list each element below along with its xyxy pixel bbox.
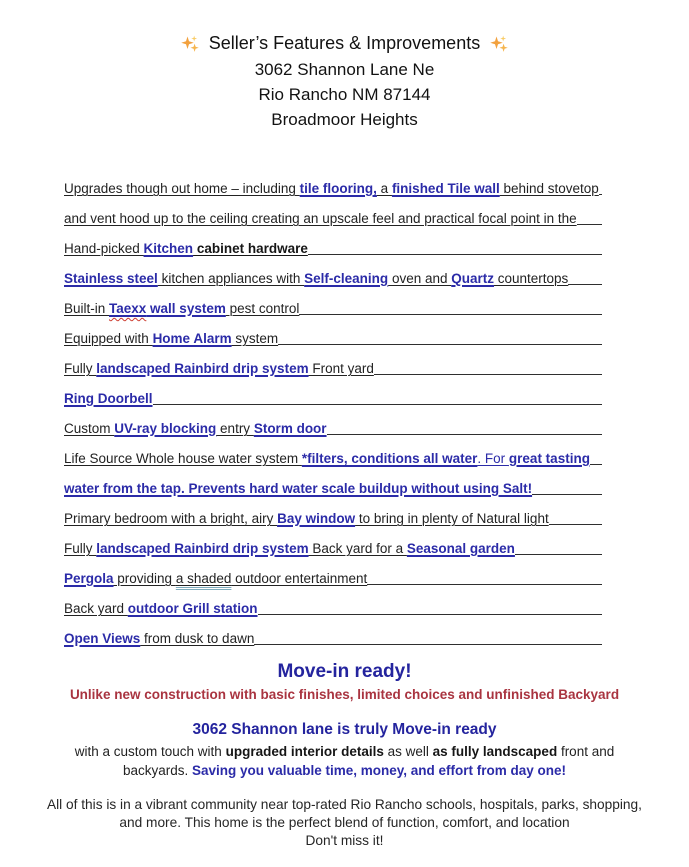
text-segment: behind stovetop [499, 181, 599, 196]
text-segment: Stainless steel [64, 271, 158, 286]
text-segment: outdoor Grill station [127, 601, 258, 616]
text-segment: front and [557, 744, 615, 759]
closing-line: Don't miss it! [305, 833, 384, 848]
underline-fill [532, 494, 602, 495]
underline-fill [374, 374, 602, 375]
feature-text [64, 630, 254, 648]
sparkles-icon [180, 34, 200, 54]
underline-fill [577, 224, 602, 225]
text-segment: countertops [494, 271, 569, 286]
closing-line: and more. This home is the perfect blend of function, comfort, and location [119, 815, 570, 830]
closing-paragraph [0, 796, 689, 850]
address-line-subdivision: Broadmoor Heights [271, 110, 418, 129]
underline-fill [254, 644, 602, 645]
feature-text [64, 510, 549, 528]
feature-text [64, 270, 568, 288]
grammar-phrase: a shaded [175, 571, 232, 586]
text-segment: finished Tile wall [391, 181, 500, 196]
feature-text [64, 450, 590, 468]
text-segment: water from the tap. Prevents hard water scale buildup without using Salt! [64, 481, 533, 496]
text-segment: Equipped with [64, 331, 153, 346]
unlike-new-construction-line: Unlike new construction with basic finishes, limited choices and unfinished Backyard [69, 687, 620, 702]
text-segment: Open Views [64, 631, 141, 646]
text-segment: Front yard [308, 361, 374, 376]
text-segment: from dusk to dawn [140, 631, 255, 646]
underline-fill [299, 314, 602, 315]
text-segment: Life Source Whole house water system [64, 451, 302, 466]
feature-line [64, 168, 602, 198]
underline-fill [278, 344, 602, 345]
address-line-street: 3062 Shannon Lane Ne [254, 60, 435, 79]
feature-line [64, 528, 602, 558]
feature-text [64, 600, 258, 618]
text-segment: as well [383, 744, 433, 759]
document-header [0, 0, 689, 132]
feature-text [64, 240, 308, 258]
text-segment: landscaped Rainbird drip system [96, 361, 309, 376]
text-segment: Self-cleaning [304, 271, 389, 286]
feature-text [64, 180, 599, 198]
custom-touch-line [0, 761, 689, 780]
text-segment: Built-in [64, 301, 110, 316]
underline-fill [367, 584, 602, 585]
text-segment: tile flooring, [299, 181, 377, 196]
text-segment: upgraded interior details [225, 744, 384, 759]
text-segment [109, 301, 146, 316]
text-segment: cabinet hardware [193, 241, 308, 256]
feature-line [64, 348, 602, 378]
text-segment: Fully [64, 361, 97, 376]
text-segment: Back yard [64, 601, 128, 616]
sparkles-icon [489, 34, 509, 54]
text-segment: Bay window [277, 511, 356, 526]
feature-text [64, 210, 577, 228]
feature-line [64, 408, 602, 438]
underline-fill [258, 614, 602, 615]
text-segment: providing [113, 571, 176, 586]
text-segment: Upgrades though out home – including [64, 181, 300, 196]
feature-line [64, 438, 602, 468]
underline-fill [153, 404, 603, 405]
feature-line [64, 588, 602, 618]
feature-text [64, 330, 278, 348]
text-segment: great tasting [508, 451, 590, 466]
text-segment: Pergola [64, 571, 114, 586]
text-segment: Fully [64, 541, 97, 556]
feature-text [64, 540, 515, 558]
feature-line [64, 618, 602, 648]
feature-text [64, 570, 367, 588]
address-line-city: Rio Rancho NM 87144 [258, 85, 431, 104]
custom-touch-paragraph [0, 742, 689, 780]
truly-move-in-heading: 3062 Shannon lane is truly Move-in ready [192, 721, 497, 738]
move-in-ready-heading: Move-in ready! [277, 661, 412, 682]
text-segment: outdoor entertainment [231, 571, 368, 586]
custom-touch-line [0, 742, 689, 761]
text-segment: pest control [225, 301, 300, 316]
text-segment: system [231, 331, 279, 346]
text-segment: Home Alarm [152, 331, 232, 346]
text-segment: Saving you valuable time, money, and effort from day one! [191, 763, 567, 778]
underline-fill [568, 284, 602, 285]
feature-line [64, 318, 602, 348]
text-segment: entry [216, 421, 254, 436]
page-title [0, 30, 689, 57]
text-segment: . For [477, 451, 509, 466]
feature-line [64, 198, 602, 228]
underline-fill [308, 254, 602, 255]
page-title-text: Seller’s Features & Improvements [208, 33, 481, 53]
text-segment: Seasonal garden [406, 541, 515, 556]
text-segment: Primary bedroom with a bright, airy [64, 511, 278, 526]
text-segment: backyards. [122, 763, 192, 778]
text-segment: Custom [64, 421, 115, 436]
underline-fill [549, 524, 602, 525]
underline-fill [590, 464, 602, 465]
text-segment: Hand-picked [64, 241, 144, 256]
feature-text [64, 390, 153, 408]
text-segment: oven and [388, 271, 452, 286]
underline-fill [327, 434, 602, 435]
feature-line [64, 468, 602, 498]
feature-text [64, 480, 532, 498]
feature-line [64, 378, 602, 408]
text-segment: to bring in plenty of Natural light [355, 511, 549, 526]
text-segment: with a custom touch with [74, 744, 226, 759]
text-segment: Storm door [253, 421, 327, 436]
feature-line [64, 228, 602, 258]
spellcheck-word: Taexx [109, 301, 147, 316]
text-segment: as fully landscaped [432, 744, 558, 759]
feature-line [64, 558, 602, 588]
feature-text [64, 300, 299, 318]
text-segment: UV-ray blocking [114, 421, 217, 436]
text-segment: a [376, 181, 392, 196]
text-segment: Quartz [451, 271, 495, 286]
text-segment: landscaped Rainbird drip system [96, 541, 309, 556]
text-segment: Back yard for a [308, 541, 407, 556]
feature-line [64, 498, 602, 528]
closing-line: All of this is in a vibrant community near top-rated Rio Rancho schools, hospitals, parks, shopping, [47, 797, 642, 812]
features-list [64, 168, 602, 648]
feature-line [64, 288, 602, 318]
feature-text [64, 420, 327, 438]
underline-fill [515, 554, 602, 555]
underline-fill [599, 194, 602, 195]
text-segment [176, 571, 232, 586]
text-segment: and vent hood up to the ceiling creating an upscale feel and practical focal point in the [64, 211, 577, 226]
text-segment: wall system [146, 301, 226, 316]
text-segment: kitchen appliances with [157, 271, 305, 286]
text-segment: Ring Doorbell [64, 391, 153, 406]
feature-text [64, 360, 374, 378]
feature-line [64, 258, 602, 288]
text-segment: *filters, conditions all water [301, 451, 478, 466]
text-segment: Kitchen [143, 241, 194, 256]
